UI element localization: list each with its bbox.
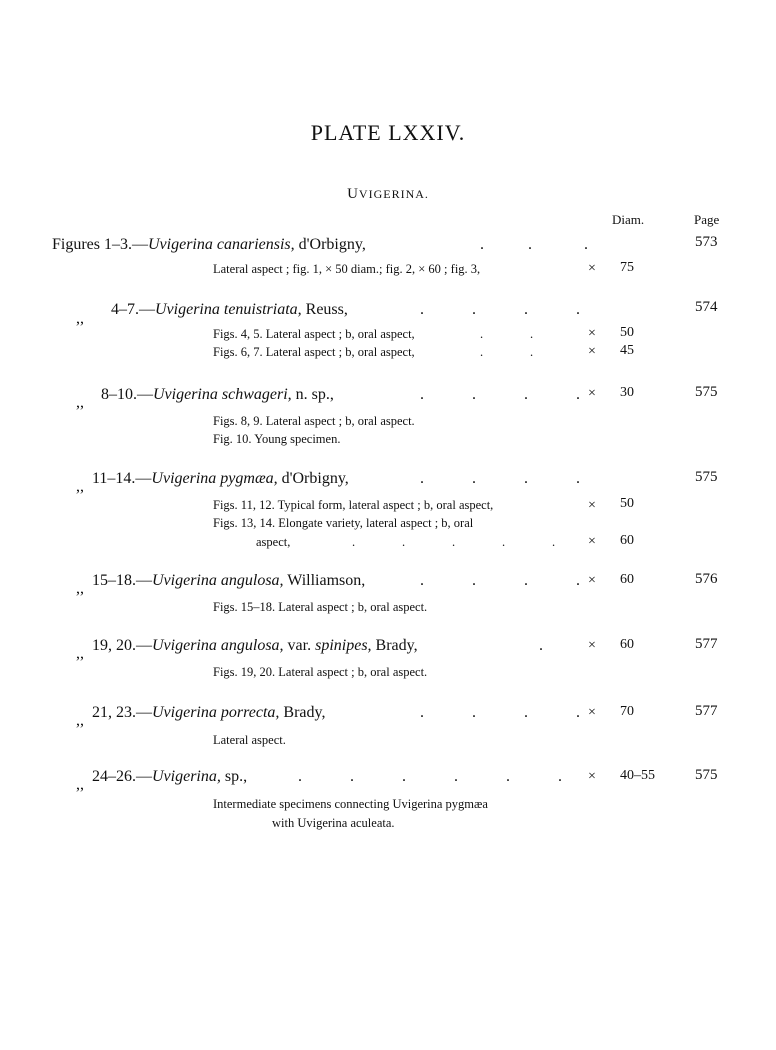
leader-dots: . . . . . . [298, 768, 562, 785]
leader-dots: . . . [480, 236, 588, 253]
entry-7-heading [92, 704, 325, 722]
entry-1-detail-1-times: × [588, 261, 596, 276]
entry-6-heading [92, 637, 418, 655]
entry-1-prefix: Figures 1–3.— [52, 236, 148, 253]
entry-8-heading [92, 768, 247, 786]
leader-dots: . . [480, 327, 534, 341]
entry-5-heading [92, 572, 365, 590]
entry-8-prefix: 24–26.— [92, 768, 152, 785]
entry-4-detail-3: aspect, [256, 535, 291, 549]
entry-6-diam: 60 [620, 637, 634, 652]
entry-4-prefix: 11–14.— [92, 470, 152, 487]
entry-5-author: Williamson, [283, 572, 366, 589]
plate-title: PLATE LXXIV. [310, 120, 466, 145]
entry-7-author: Brady, [279, 704, 326, 721]
entry-3-species: Uvigerina schwageri, [153, 386, 292, 403]
entry-4-detail-3-diam: 60 [620, 533, 634, 548]
entry-2-detail-1-times: × [588, 326, 596, 341]
entry-2-detail-2: Figs. 6, 7. Lateral aspect ; b, oral aspect, [213, 345, 415, 359]
entry-4-author: d'Orbigny, [277, 470, 349, 487]
entry-6-prefix: 19, 20.— [92, 637, 152, 654]
entry-2-detail-1: Figs. 4, 5. Lateral aspect ; b, oral aspect, [213, 327, 415, 341]
entry-1-heading [52, 236, 366, 254]
entry-8-page: 575 [695, 767, 718, 783]
leader-dots: . . . . [420, 386, 580, 403]
entry-4-ditto: ,, [76, 478, 84, 495]
entry-4-heading [92, 470, 349, 488]
entry-8-diam: 40–55 [620, 768, 655, 783]
entry-2-ditto: ,, [76, 310, 84, 327]
entry-3-page: 575 [695, 384, 718, 400]
entry-6-author2: Brady, [371, 637, 418, 654]
entry-8-author: sp., [220, 768, 248, 785]
entry-4-detail-1-diam: 50 [620, 496, 634, 511]
entry-5-ditto: ,, [76, 580, 84, 597]
leader-dots: . . . . [420, 704, 580, 721]
entry-3-diam: 30 [620, 385, 634, 400]
entry-2-detail-2-diam: 45 [620, 343, 634, 358]
entry-2-detail-2-times: × [588, 344, 596, 359]
genus-heading-initial: U [347, 186, 359, 202]
entry-6-author: var. [283, 637, 316, 654]
leader-dots: . . . . [420, 470, 580, 487]
entry-4-detail-2: Figs. 13, 14. Elongate variety, lateral aspect ; b, oral [213, 516, 474, 530]
entry-7-detail-1: Lateral aspect. [213, 733, 286, 747]
genus-heading-rest: VIGERINA. [358, 187, 429, 201]
entry-8-species: Uvigerina, [152, 768, 221, 785]
entry-8-ditto: ,, [76, 776, 84, 793]
leader-dots: . . . . [420, 301, 580, 318]
entry-7-diam: 70 [620, 704, 634, 719]
entry-5-page: 576 [695, 571, 718, 587]
entry-1-author: d'Orbigny, [294, 236, 366, 253]
entry-3-prefix: 8–10.— [101, 386, 153, 403]
entry-7-times: × [588, 705, 596, 720]
entry-7-prefix: 21, 23.— [92, 704, 152, 721]
leader-dots: . [539, 637, 543, 654]
entry-8-times: × [588, 769, 596, 784]
entry-4-detail-3-times: × [588, 534, 596, 549]
entry-5-species: Uvigerina angulosa, [152, 572, 284, 589]
entry-1-detail-1-diam: 75 [620, 260, 634, 275]
entry-7-species: Uvigerina porrecta, [152, 704, 280, 721]
entry-8-detail-1: Intermediate specimens connecting Uvigerina pygmæa [213, 797, 488, 811]
entry-3-detail-1: Figs. 8, 9. Lateral aspect ; b, oral aspect. [213, 414, 415, 428]
entry-7-ditto: ,, [76, 712, 84, 729]
entry-4-page: 575 [695, 469, 718, 485]
entry-2-species: Uvigerina tenuistriata, [155, 301, 302, 318]
entry-8-detail-2: with Uvigerina aculeata. [272, 816, 395, 830]
entry-3-times: × [588, 386, 596, 401]
entry-7-page: 577 [695, 703, 718, 719]
entry-4-species: Uvigerina pygmæa, [151, 470, 278, 487]
entry-5-detail-1: Figs. 15–18. Lateral aspect ; b, oral aspect. [213, 600, 428, 614]
entry-5-diam: 60 [620, 572, 634, 587]
genus-heading [0, 186, 776, 203]
entry-3-detail-2: Fig. 10. Young specimen. [213, 432, 341, 446]
entry-6-ditto: ,, [76, 645, 84, 662]
entry-2-page: 574 [695, 299, 718, 315]
entry-1-page: 573 [695, 234, 718, 250]
entry-5-prefix: 15–18.— [92, 572, 152, 589]
entry-6-times: × [588, 638, 596, 653]
entry-6-variety: spinipes, [315, 637, 372, 654]
leader-dots: . . . . . [352, 535, 556, 549]
entry-6-detail-1: Figs. 19, 20. Lateral aspect ; b, oral aspect. [213, 665, 428, 679]
entry-4-detail-1: Figs. 11, 12. Typical form, lateral aspect ; b, oral aspect, [213, 498, 494, 512]
entry-3-heading [101, 386, 334, 404]
entry-3-ditto: ,, [76, 394, 84, 411]
leader-dots: . . . . [420, 572, 580, 589]
entry-4-detail-1-times: × [588, 498, 596, 513]
entry-6-species: Uvigerina angulosa, [152, 637, 284, 654]
entry-2-heading [111, 301, 348, 319]
entry-2-author: Reuss, [301, 301, 348, 318]
entry-3-author: n. sp., [291, 386, 334, 403]
entry-5-times: × [588, 573, 596, 588]
column-header-page: Page [694, 212, 720, 227]
leader-dots: . . [480, 345, 534, 359]
entry-2-prefix: 4–7.— [111, 301, 155, 318]
entry-1-detail-1: Lateral aspect ; fig. 1, × 50 diam.; fig. 2, × 60 ; fig. 3, [213, 262, 481, 276]
entry-6-page: 577 [695, 636, 718, 652]
entry-1-species: Uvigerina canariensis, [148, 236, 295, 253]
column-header-diam: Diam. [612, 212, 645, 227]
entry-2-detail-1-diam: 50 [620, 325, 634, 340]
